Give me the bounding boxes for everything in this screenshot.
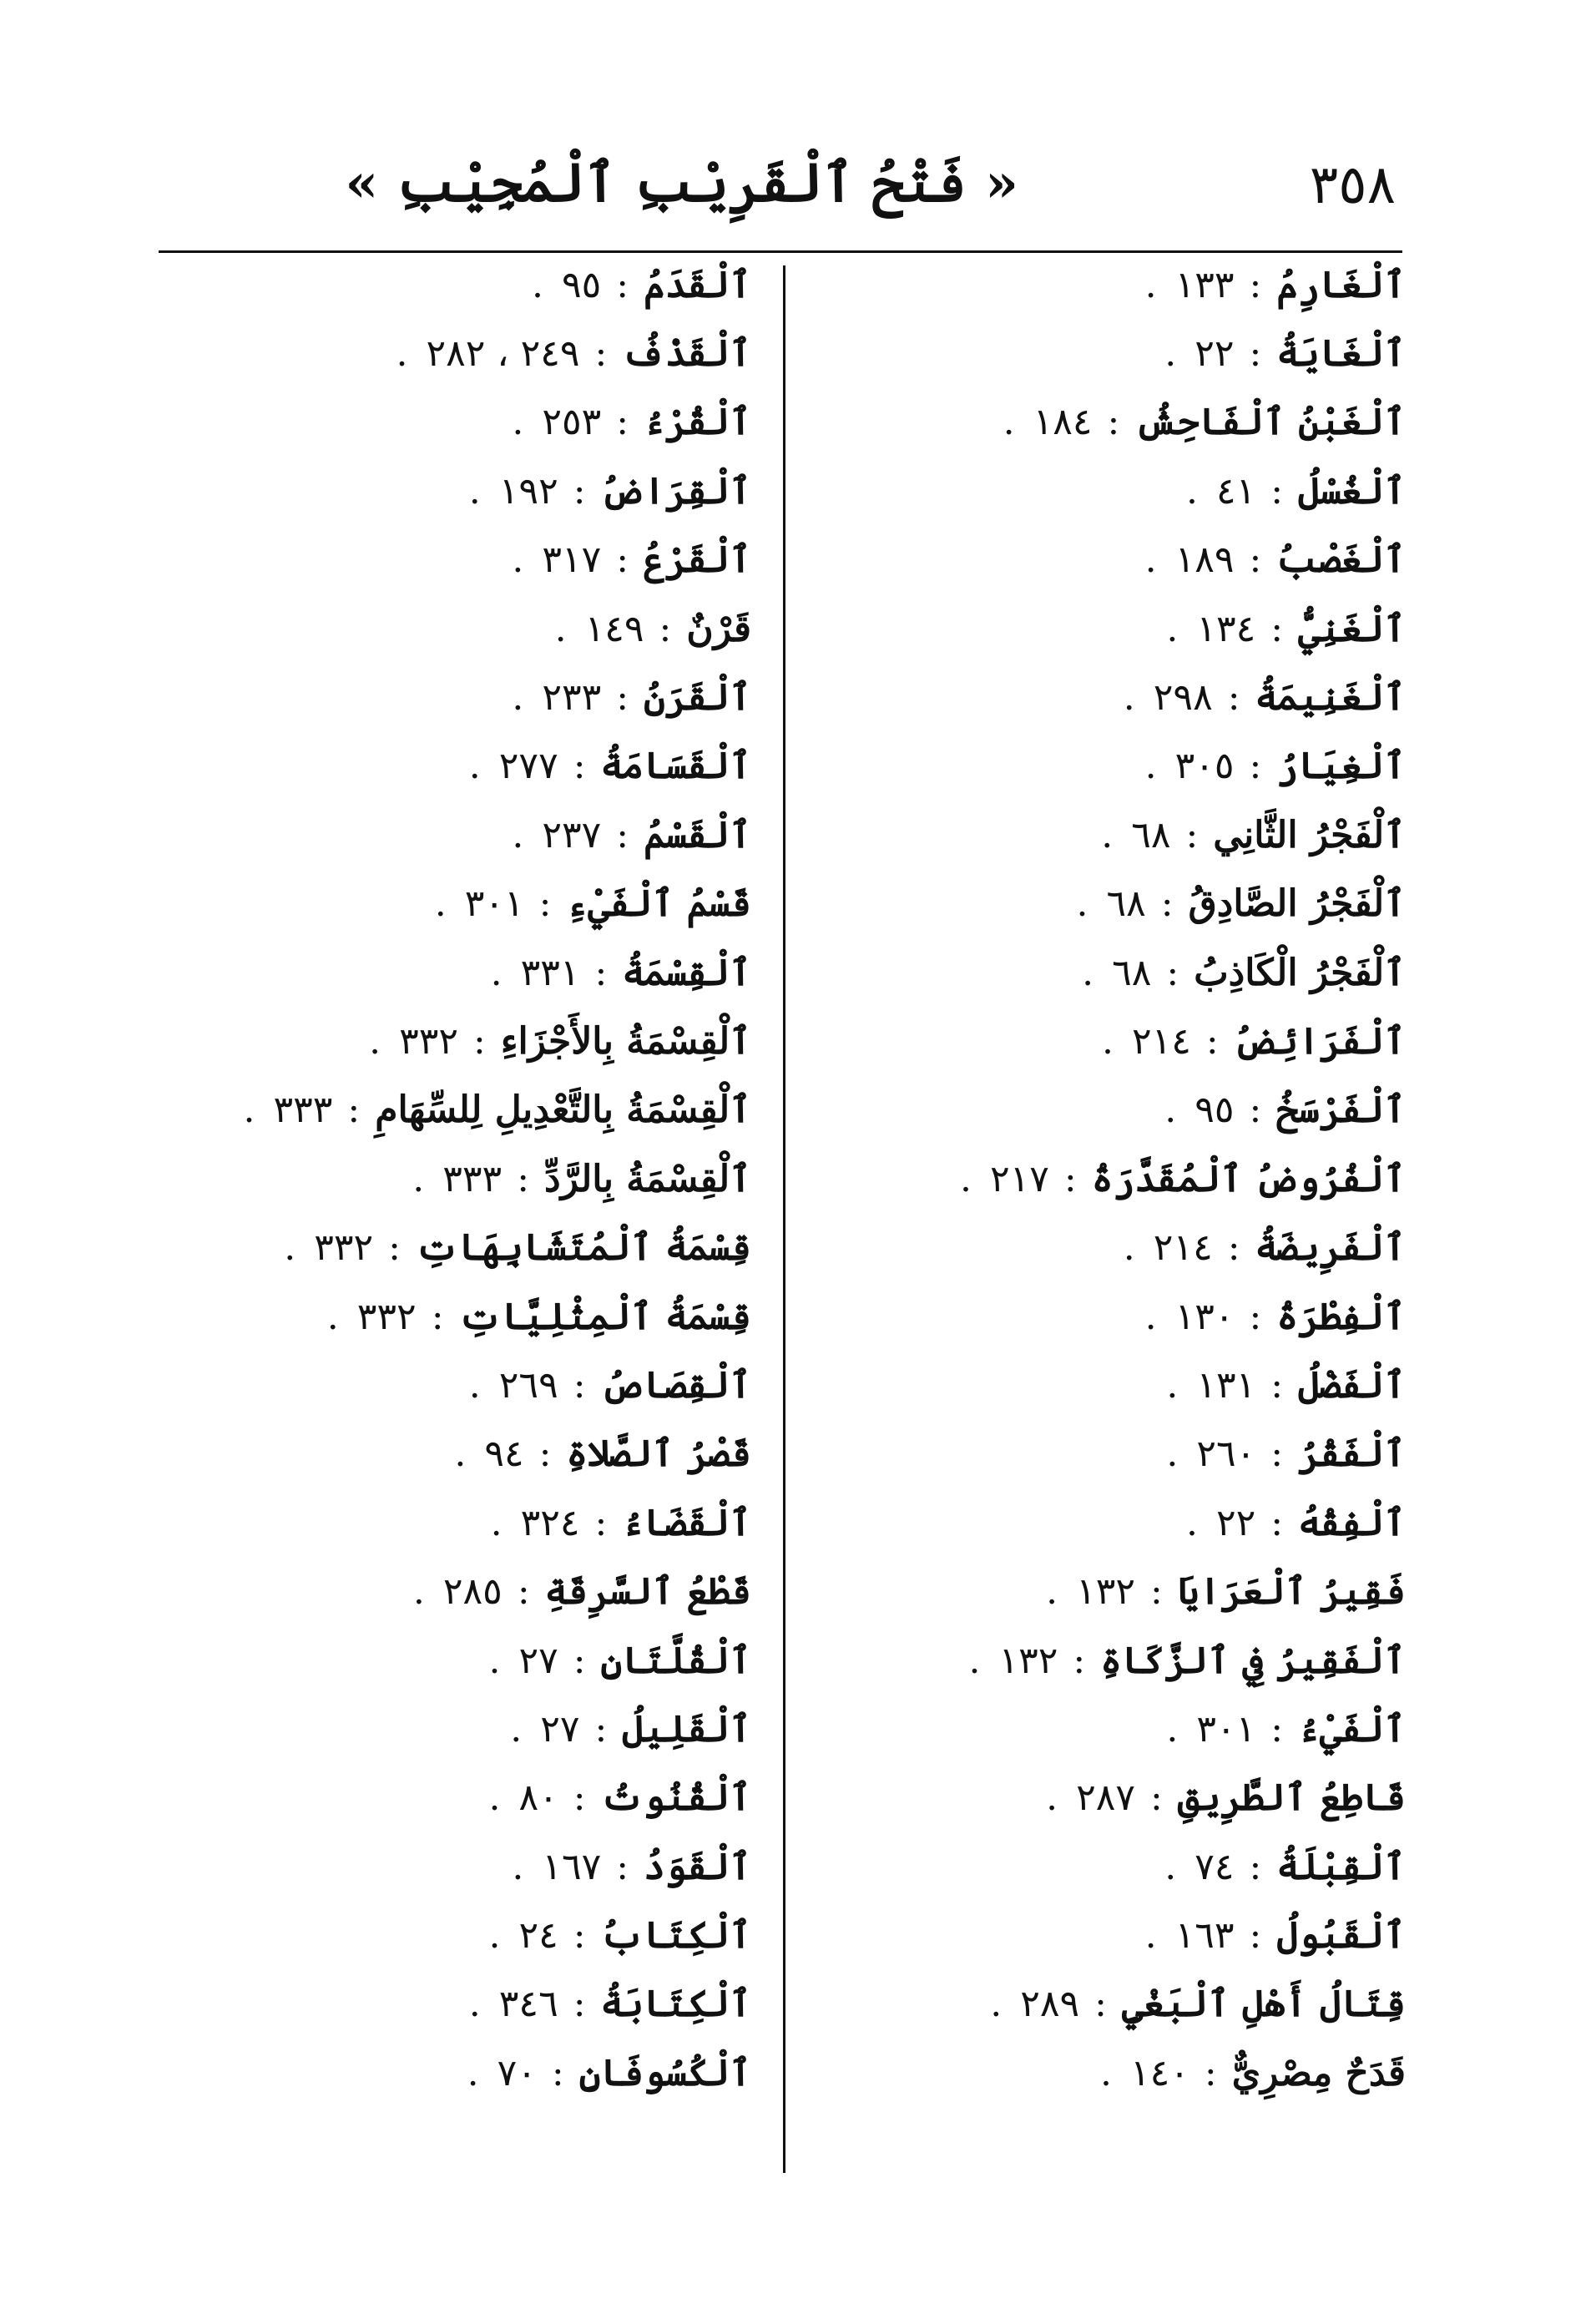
index-term: قِسْمَةُ ٱلْمُتَشَابِهَاتِ — [415, 1226, 751, 1270]
index-term: قَطْعُ ٱلسَّرِقَةِ — [544, 1570, 751, 1614]
index-page-refs: ٢٥٣ — [542, 401, 602, 444]
index-terminator: . — [1166, 607, 1179, 650]
index-entry — [301, 1420, 751, 1488]
index-term: قِسْمَةُ ٱلْمِثْلِيَّاتِ — [458, 1295, 751, 1338]
index-page-refs: ١٤٠ — [1129, 2051, 1189, 2094]
index-entry — [838, 1970, 1406, 2039]
index-page-refs: ٣٤٦ — [498, 1983, 558, 2026]
index-term: ٱلْغَنِيمَةُ — [1255, 676, 1406, 720]
index-terminator: . — [1186, 469, 1198, 513]
index-page-refs: ٢٢ — [1194, 332, 1235, 376]
index-page-refs: ١٣١ — [1196, 1363, 1256, 1407]
index-separator: : — [1249, 1914, 1262, 1958]
index-page-refs: ٣٣٢ — [399, 1019, 458, 1063]
index-terminator: . — [468, 745, 481, 788]
index-page-refs: ٩٥ — [1194, 1089, 1235, 1132]
index-separator: : — [659, 607, 672, 650]
index-terminator: . — [512, 1845, 524, 1888]
index-separator: : — [594, 1707, 608, 1751]
index-terminator: . — [1123, 676, 1135, 720]
index-term: ٱلْقِسْمَةُ بِالأَجْزَاءِ — [500, 1019, 751, 1063]
index-separator: : — [1160, 882, 1174, 926]
index-term: ٱلْغَايَةُ — [1276, 332, 1406, 376]
index-term: ٱلْقَبُولُ — [1276, 1914, 1406, 1958]
index-term: ٱلْغُسْلُ — [1298, 469, 1406, 513]
index-term: ٱلْقِسْمَةُ — [622, 951, 751, 994]
page-number: ٣٥٨ — [1309, 154, 1396, 216]
index-entry — [301, 319, 751, 387]
index-term: ٱلْفَقِيرُ فِي ٱلزَّكَاةِ — [1100, 1639, 1406, 1682]
index-entry — [838, 250, 1406, 319]
index-page-refs: ١٣٢ — [998, 1639, 1058, 1682]
index-page-refs: ٢٩٨ — [1153, 676, 1213, 720]
index-separator: : — [1166, 951, 1179, 994]
index-separator: : — [616, 1845, 629, 1888]
index-terminator: . — [1123, 1226, 1135, 1270]
index-term: ٱلْفِطْرَةُ — [1276, 1295, 1406, 1338]
index-page-refs: ١٦٣ — [1174, 1914, 1235, 1958]
index-term: قَصْرُ ٱلصَّلاةِ — [566, 1432, 751, 1476]
index-term: ٱلْقِبْلَةُ — [1276, 1845, 1406, 1888]
index-page-refs: ٣١٧ — [542, 538, 602, 582]
index-page-refs: ٣٣٢ — [314, 1226, 374, 1270]
index-term: ٱلْقِسْمَةُ بِالرَّدِّ — [544, 1157, 751, 1200]
index-term: ٱلْفَضْلُ — [1298, 1363, 1406, 1407]
index-separator: : — [1270, 607, 1284, 650]
index-terminator: . — [1144, 1295, 1157, 1338]
index-separator: : — [1249, 263, 1262, 306]
index-term: ٱلْفَجْرُ الْكَاذِبُ — [1194, 951, 1406, 994]
index-entry — [301, 1351, 751, 1419]
index-terminator: . — [1046, 1776, 1058, 1820]
index-page-refs: ٣٣٢ — [356, 1295, 417, 1338]
index-term: ٱلْفَرَائِضُ — [1233, 1019, 1406, 1063]
index-entry — [838, 1695, 1406, 1763]
index-separator: : — [1249, 538, 1262, 582]
index-separator: : — [1249, 1295, 1262, 1338]
index-page-refs: ٧٤ — [1194, 1845, 1235, 1888]
index-entry — [301, 1282, 751, 1351]
index-separator: : — [1270, 1707, 1284, 1751]
index-terminator: . — [1082, 951, 1094, 994]
index-entry — [838, 1282, 1406, 1351]
index-page-refs: ٧٠ — [497, 2051, 537, 2094]
index-separator: : — [573, 1639, 586, 1682]
index-separator: : — [1249, 745, 1262, 788]
index-term: ٱلْفَجْرُ الثَّانِي — [1213, 813, 1406, 856]
index-term: ٱلْقَسْمُ — [644, 813, 751, 856]
index-entry — [301, 1557, 751, 1625]
index-entry — [838, 1557, 1406, 1625]
index-term: ٱلْقَضَاءُ — [622, 1501, 751, 1544]
index-page-refs: ٣٣٣ — [442, 1157, 503, 1200]
index-terminator: . — [510, 1707, 523, 1751]
index-term: ٱلْقِرَاضُ — [600, 469, 751, 513]
index-separator: : — [573, 1776, 586, 1820]
index-separator: : — [594, 332, 608, 376]
index-terminator: . — [1046, 1570, 1058, 1614]
index-term: قِتَالُ أَهْلِ ٱلْبَغْيِ — [1121, 1983, 1406, 2026]
index-separator: : — [573, 745, 586, 788]
index-entry — [301, 801, 751, 869]
index-terminator: . — [1166, 1432, 1179, 1476]
index-separator: : — [1205, 1019, 1219, 1063]
index-separator: : — [1107, 401, 1120, 444]
index-separator: : — [1249, 332, 1262, 376]
index-term: ٱلْفَرِيضَةُ — [1255, 1226, 1406, 1270]
index-terminator: . — [396, 332, 408, 376]
index-entry — [838, 870, 1406, 938]
index-entry — [301, 2039, 751, 2107]
index-term: ٱلْفُرُوضُ ٱلْمُقَدَّرَةُ — [1091, 1157, 1406, 1200]
index-terminator: . — [1003, 401, 1015, 444]
index-entry — [838, 1626, 1406, 1695]
index-page-refs: ٩٥ — [562, 263, 602, 306]
index-term: ٱلْقِصَاصُ — [600, 1363, 751, 1407]
index-terminator: . — [968, 1639, 981, 1682]
index-page-refs: ١٦٧ — [542, 1845, 602, 1888]
index-term: ٱلْفَرْسَخُ — [1276, 1089, 1406, 1132]
index-separator: : — [538, 1432, 552, 1476]
index-terminator: . — [412, 1157, 425, 1200]
index-page-refs: ٩٤ — [484, 1432, 524, 1476]
index-page-refs: ٢١٤ — [1132, 1019, 1191, 1063]
index-terminator: . — [434, 882, 447, 926]
index-separator: : — [573, 469, 586, 513]
index-term: قَرْنٌ — [686, 607, 751, 650]
index-terminator: . — [1164, 332, 1177, 376]
index-page-refs: ٢٨٧ — [1076, 1776, 1136, 1820]
index-term: ٱلْقَذْفُ — [622, 332, 751, 376]
index-entry — [301, 1832, 751, 1901]
index-entry — [838, 801, 1406, 869]
index-separator: : — [1270, 469, 1284, 513]
index-page-refs: ١٨٤ — [1033, 401, 1093, 444]
index-terminator: . — [1144, 538, 1157, 582]
index-terminator: . — [1099, 2051, 1112, 2094]
index-entry — [301, 457, 751, 525]
index-separator: : — [594, 1501, 608, 1544]
index-page-refs: ١٣٤ — [1196, 607, 1256, 650]
index-terminator: . — [468, 469, 481, 513]
index-entry — [838, 1007, 1406, 1075]
index-entry — [838, 938, 1406, 1007]
index-term: قَسْمُ ٱلْفَيْءِ — [566, 882, 751, 926]
index-page-refs: ٢٧٧ — [498, 745, 558, 788]
index-page-refs: ٣٠٥ — [1174, 745, 1235, 788]
index-term: ٱلْغَبْنُ ٱلْفَاحِشُ — [1134, 401, 1406, 444]
index-terminator: . — [412, 1570, 425, 1614]
index-entry — [301, 1764, 751, 1832]
index-entry — [301, 1488, 751, 1557]
index-entry — [301, 526, 751, 594]
index-entry — [838, 388, 1406, 457]
index-page-refs: ٢٣٣ — [542, 676, 602, 720]
index-page-refs: ٣٢٤ — [520, 1501, 580, 1544]
index-entry — [838, 732, 1406, 801]
index-page-refs: ٢٢ — [1216, 1501, 1256, 1544]
index-terminator: . — [1144, 745, 1157, 788]
index-separator: : — [1270, 1501, 1284, 1544]
index-term: ٱلْقَرَنُ — [644, 676, 751, 720]
index-page-refs: ٢٤ — [518, 1914, 558, 1958]
index-term: ٱلْقَسَامَةُ — [600, 745, 751, 788]
index-terminator: . — [468, 1363, 481, 1407]
index-page-refs: ٢٣٧ — [542, 813, 602, 856]
index-column-right — [838, 250, 1406, 2108]
index-terminator: . — [488, 1776, 501, 1820]
index-entry — [838, 1144, 1406, 1213]
index-entry — [838, 2039, 1406, 2107]
index-terminator: . — [1164, 1089, 1177, 1132]
index-term: ٱلْقَرْعُ — [644, 538, 751, 582]
index-separator: : — [388, 1226, 401, 1270]
index-entry — [301, 663, 751, 731]
index-page-refs: ١٣٢ — [1076, 1570, 1136, 1614]
index-entry — [838, 1420, 1406, 1488]
index-terminator: . — [1166, 1707, 1179, 1751]
column-divider — [783, 265, 785, 2173]
index-separator: : — [517, 1157, 530, 1200]
index-terminator: . — [326, 1295, 339, 1338]
index-terminator: . — [488, 1914, 501, 1958]
index-page-refs: ٢٦٠ — [1196, 1432, 1256, 1476]
index-separator: : — [1249, 1845, 1262, 1888]
index-terminator: . — [490, 951, 503, 994]
index-page-refs: ٦٨ — [1131, 813, 1171, 856]
index-terminator: . — [512, 813, 524, 856]
index-separator: : — [616, 538, 629, 582]
index-separator: : — [431, 1295, 444, 1338]
index-entry — [301, 1901, 751, 1969]
index-terminator: . — [512, 676, 524, 720]
index-terminator: . — [468, 1983, 481, 2026]
index-entry — [838, 594, 1406, 663]
index-entry — [301, 250, 751, 319]
index-terminator: . — [490, 1501, 503, 1544]
index-separator: : — [1073, 1639, 1086, 1682]
index-entry — [301, 870, 751, 938]
index-term: ٱلْكُسُوفَانِ — [578, 2051, 751, 2094]
index-terminator: . — [1102, 1019, 1114, 1063]
index-term: ٱلْكِتَابَةُ — [600, 1983, 751, 2026]
index-entry — [301, 1007, 751, 1075]
index-entry — [301, 1626, 751, 1695]
index-separator: : — [616, 676, 629, 720]
index-terminator: . — [1186, 1501, 1198, 1544]
index-term: ٱلْقُنُوتُ — [600, 1776, 751, 1820]
index-term: ٱلْغَصْبُ — [1276, 538, 1406, 582]
index-separator: : — [1150, 1776, 1163, 1820]
index-page-refs: ١٣٣ — [1174, 263, 1235, 306]
index-term: ٱلْفَقْرُ — [1298, 1432, 1406, 1476]
index-terminator: . — [1164, 1845, 1177, 1888]
index-page-refs: ٣٠١ — [464, 882, 524, 926]
index-page-refs: ٣٣١ — [520, 951, 580, 994]
index-term: ٱلْقُرْءُ — [644, 401, 751, 444]
index-page-refs: ٣٣٣ — [273, 1089, 333, 1132]
index-separator: : — [573, 1914, 586, 1958]
index-terminator: . — [454, 1432, 467, 1476]
index-separator: : — [538, 882, 552, 926]
index-entry — [838, 457, 1406, 525]
index-terminator: . — [467, 2051, 479, 2094]
index-entry — [301, 388, 751, 457]
index-separator: : — [573, 1363, 586, 1407]
index-entry — [838, 663, 1406, 731]
index-term: ٱلْغَنِيُّ — [1298, 607, 1406, 650]
index-entry — [301, 732, 751, 801]
index-page-refs: ١٩٢ — [498, 469, 558, 513]
index-page-refs: ٢٨٩ — [1020, 1983, 1080, 2026]
index-entry — [838, 1213, 1406, 1281]
page-title: « فَتْحُ ٱلْقَرِيْبِ ٱلْمُجِيْبِ » — [345, 152, 1018, 215]
index-page-refs: ٢٦٩ — [498, 1363, 558, 1407]
index-entry — [243, 1076, 751, 1144]
index-terminator: . — [488, 1639, 501, 1682]
index-page-refs: ٢٤٩ ، ٢٨٢ — [426, 332, 580, 376]
index-term: ٱلْغَارِمُ — [1276, 263, 1406, 306]
index-separator: : — [616, 813, 629, 856]
index-entry — [301, 938, 751, 1007]
index-entry — [838, 319, 1406, 387]
index-separator: : — [347, 1089, 361, 1132]
index-term: قَاطِعُ ٱلطَّرِيقِ — [1177, 1776, 1406, 1820]
index-page-refs: ٢٧ — [518, 1639, 558, 1682]
index-terminator: . — [1166, 1363, 1179, 1407]
index-page-refs: ١٨٩ — [1174, 538, 1235, 582]
index-term: ٱلْقَوَدُ — [644, 1845, 751, 1888]
index-separator: : — [573, 1983, 586, 2026]
index-page-refs: ٢٧ — [540, 1707, 580, 1751]
index-separator: : — [517, 1570, 530, 1614]
index-separator: : — [1249, 1089, 1262, 1132]
index-page-refs: ٢٨٥ — [442, 1570, 503, 1614]
index-term: ٱلْغِيَارُ — [1276, 745, 1406, 788]
index-terminator: . — [243, 1089, 255, 1132]
index-term: ٱلْقُلَّتَانِ — [600, 1639, 751, 1682]
index-separator: : — [594, 951, 608, 994]
index-separator: : — [1227, 676, 1240, 720]
index-page-refs: ١٣٠ — [1174, 1295, 1235, 1338]
index-terminator: . — [512, 401, 524, 444]
index-terminator: . — [532, 263, 543, 306]
index-entry — [838, 1488, 1406, 1557]
index-term: ٱلْفَيْءُ — [1298, 1707, 1406, 1751]
index-separator: : — [1270, 1432, 1284, 1476]
index-entry — [301, 1695, 751, 1763]
index-page-refs: ٦٨ — [1106, 882, 1146, 926]
index-terminator: . — [369, 1019, 381, 1063]
index-page-refs: ٦٨ — [1112, 951, 1152, 994]
index-terminator: . — [554, 607, 567, 650]
index-separator: : — [472, 1019, 486, 1063]
index-term: فَقِيرُ ٱلْعَرَايَا — [1177, 1570, 1406, 1614]
index-separator: : — [616, 263, 629, 306]
index-term: قَدَحٌ مِصْرِيٌّ — [1231, 2051, 1406, 2094]
index-terminator: . — [284, 1226, 296, 1270]
index-terminator: . — [512, 538, 524, 582]
index-terminator: . — [1076, 882, 1088, 926]
index-separator: : — [1185, 813, 1199, 856]
index-entry — [301, 594, 751, 663]
index-separator: : — [551, 2051, 564, 2094]
index-page-refs: ٢١٤ — [1153, 1226, 1213, 1270]
index-separator: : — [1094, 1983, 1107, 2026]
index-column-left — [243, 250, 751, 2108]
index-entry — [838, 1351, 1406, 1419]
index-terminator: . — [1144, 1914, 1157, 1958]
index-term: ٱلْقَدَمُ — [644, 263, 751, 306]
index-entry — [838, 1901, 1406, 1969]
index-page-refs: ٢١٧ — [990, 1157, 1049, 1200]
index-terminator: . — [960, 1157, 972, 1200]
index-separator: : — [1204, 2051, 1217, 2094]
index-terminator: . — [1144, 263, 1157, 306]
index-separator: : — [1150, 1570, 1163, 1614]
index-entry — [284, 1213, 751, 1281]
index-separator: : — [1063, 1157, 1077, 1200]
index-entry — [838, 526, 1406, 594]
index-page-refs: ١٤٩ — [584, 607, 644, 650]
index-entry — [838, 1764, 1406, 1832]
index-terminator: . — [1101, 813, 1114, 856]
index-separator: : — [1227, 1226, 1240, 1270]
index-page-refs: ٤١ — [1216, 469, 1256, 513]
index-term: ٱلْقَلِيلُ — [622, 1707, 751, 1751]
index-term: ٱلْكِتَابُ — [600, 1914, 751, 1958]
index-entry — [301, 1970, 751, 2039]
index-separator: : — [616, 401, 629, 444]
index-page-refs: ٣٠١ — [1196, 1707, 1256, 1751]
index-page-refs: ٨٠ — [518, 1776, 558, 1820]
index-term: ٱلْفِقْهُ — [1298, 1501, 1406, 1544]
index-entry — [838, 1832, 1406, 1901]
index-separator: : — [1270, 1363, 1284, 1407]
index-entry — [838, 1076, 1406, 1144]
index-term: ٱلْقِسْمَةُ بِالتَّعْدِيلِ لِلسِّهَامِ — [375, 1089, 751, 1132]
index-entry — [301, 1144, 751, 1213]
index-term: ٱلْفَجْرُ الصَّادِقُ — [1188, 882, 1406, 926]
index-terminator: . — [990, 1983, 1003, 2026]
